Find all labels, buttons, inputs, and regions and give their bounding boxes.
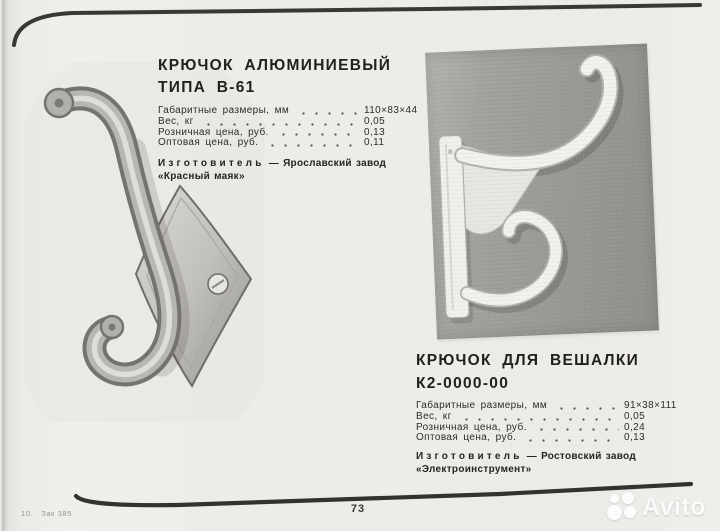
spec-label: Розничная цена, руб. (158, 126, 269, 138)
product-title-line1: КРЮЧОК АЛЮМИНИЕВЫЙ (158, 57, 392, 74)
product-info-aluminum-hook (158, 55, 426, 183)
spec-label: Оптовая цена, руб. (158, 137, 259, 149)
dot-leader (535, 427, 619, 432)
spec-label: Оптовая цена, руб. (416, 432, 517, 444)
spec-row-wholesale-price (158, 138, 426, 149)
spec-value: 0,11 (364, 137, 385, 149)
dot-leader (277, 132, 359, 137)
spec-row-dimensions (158, 106, 426, 117)
manufacturer-line (416, 451, 688, 476)
spec-value: 0,13 (624, 432, 646, 444)
spec-row-weight (416, 412, 688, 423)
spec-value: 0,24 (624, 421, 646, 433)
spec-label: Вес, кг (158, 115, 194, 127)
spec-table (416, 401, 688, 444)
spec-value: 0,05 (364, 115, 386, 127)
spec-label: Габаритные размеры, мм (158, 105, 290, 116)
avito-logo-icon (606, 492, 637, 522)
avito-watermark (606, 492, 706, 522)
spec-value: 0,13 (364, 126, 386, 138)
print-order-note: 10. Зак 385 (21, 509, 73, 518)
product-photo-hanger-hook (425, 43, 659, 339)
spec-table (158, 106, 426, 149)
product-title (416, 349, 688, 395)
dot-leader (524, 438, 619, 443)
manufacturer-name: — Ростовский завод «Электроинструмент» (416, 451, 636, 475)
product-title-line2: ТИПА В-61 (158, 79, 256, 96)
spec-label: Габаритные размеры, мм (416, 400, 548, 411)
page-number: 73 (350, 503, 366, 515)
dot-leader (555, 406, 619, 411)
product-title-line1: КРЮЧОК ДЛЯ ВЕШАЛКИ (416, 352, 640, 369)
manufacturer-label: Изготовитель (158, 158, 265, 170)
spec-row-wholesale-price (416, 433, 688, 444)
product-info-hanger-hook (416, 349, 688, 476)
dot-leader (297, 111, 359, 116)
manufacturer-name: — Ярославский завод «Красный маяк» (158, 158, 387, 182)
manufacturer-label: Изготовитель (416, 451, 523, 463)
scan-edge-line (3, 0, 4, 531)
dot-leader (460, 417, 619, 422)
spec-row-dimensions (416, 401, 688, 412)
spec-value: 110×83×44 (364, 105, 418, 116)
hanger-hook-image (425, 43, 659, 339)
dot-leader (202, 122, 359, 127)
watermark-brand-text: Avito (642, 492, 707, 521)
product-title (158, 55, 426, 99)
manufacturer-line (158, 158, 426, 183)
spec-label: Вес, кг (416, 410, 452, 422)
product-title-line2: К2-0000-00 (416, 375, 510, 392)
spec-row-weight (158, 117, 426, 128)
spec-label: Розничная цена, руб. (416, 421, 527, 433)
dot-leader (266, 143, 359, 148)
spec-value: 0,05 (624, 410, 646, 422)
spec-value: 91×38×111 (624, 400, 677, 411)
